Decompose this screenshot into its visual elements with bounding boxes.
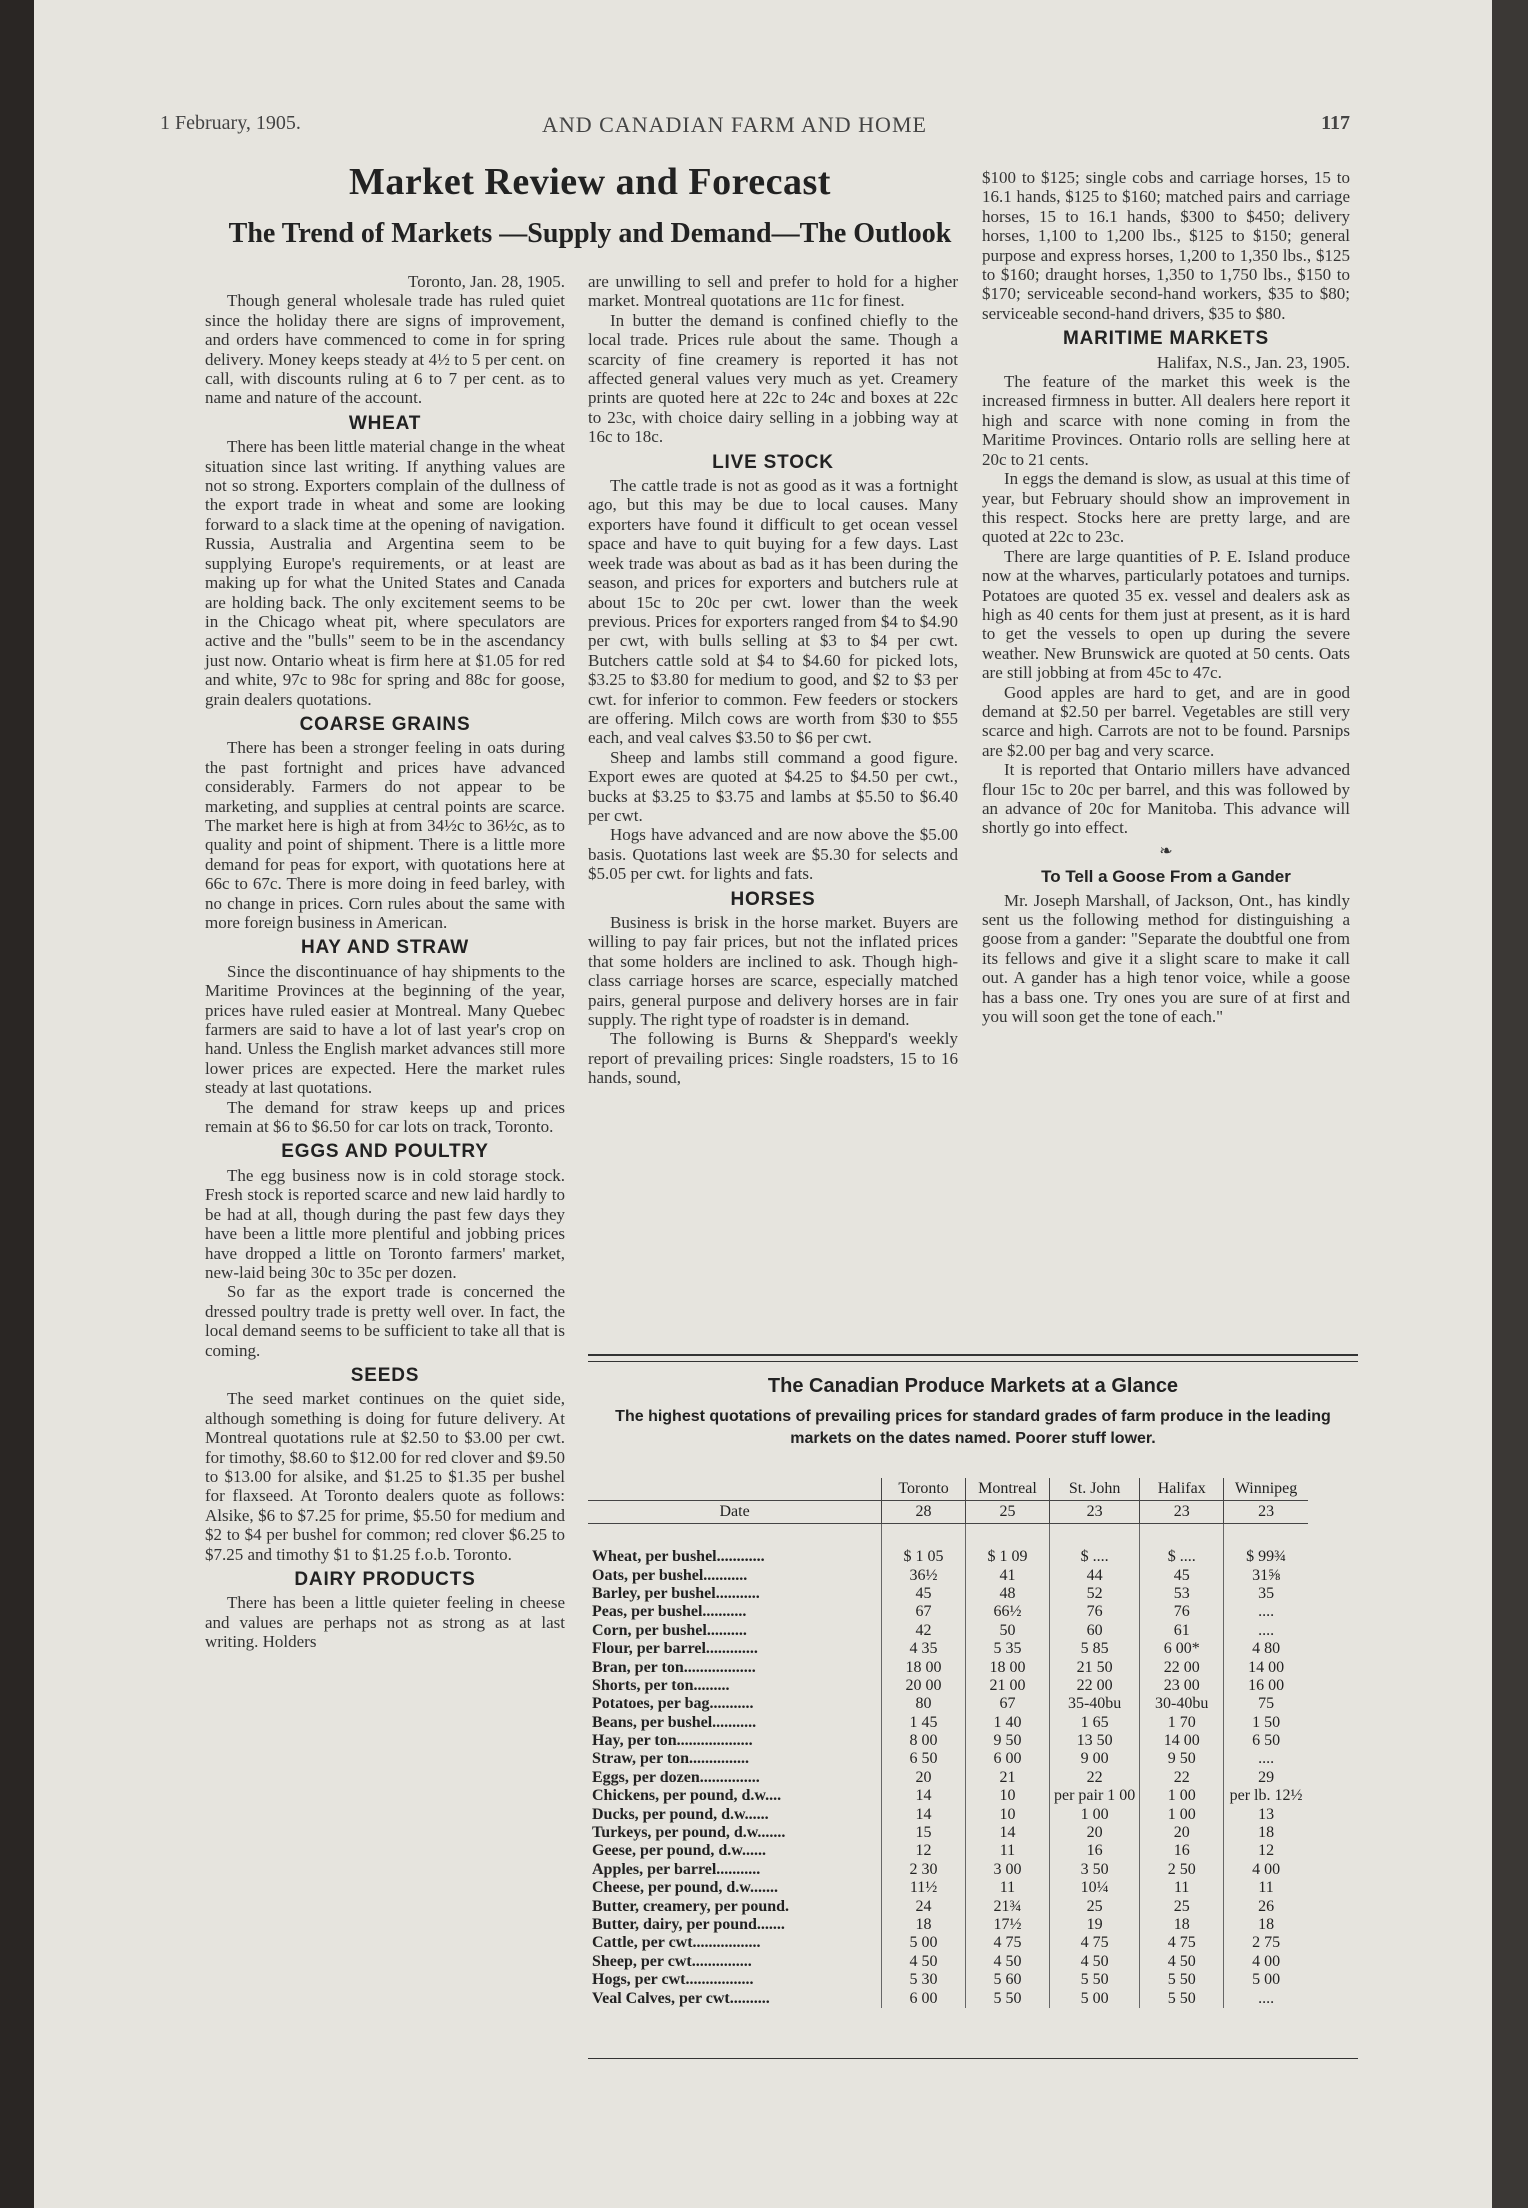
row-value: 4 00	[1224, 1861, 1308, 1879]
row-item: Butter, creamery, per pound.	[592, 1897, 790, 1915]
row-value: 29	[1224, 1769, 1308, 1787]
table-row	[588, 1769, 1308, 1787]
row-value: 16	[1140, 1842, 1224, 1860]
row-value: 80	[882, 1695, 966, 1713]
table-top-rule	[588, 1354, 1358, 1362]
table-row	[588, 1879, 1308, 1897]
row-value: 23 00	[1140, 1677, 1224, 1695]
row-value: 11	[1224, 1879, 1308, 1897]
row-value: 42	[882, 1622, 966, 1640]
header-st-john: St. John	[1049, 1478, 1139, 1501]
row-value: 16 00	[1224, 1677, 1308, 1695]
binding-edge	[1492, 0, 1528, 2208]
paragraph-dairy: There has been a little quieter feeling in cheese and values are perhaps not as strong as at last writing. Holders	[205, 1593, 565, 1652]
row-value: 4 50	[882, 1953, 966, 1971]
paragraph-maritime-apples: Good apples are hard to get, and are in good demand at $2.50 per barrel. Vegetables are still very scarce and high. Carrots are not to be found. Parsnips are $2.00 per bag and very scarce.	[982, 682, 1350, 760]
row-value: 41	[965, 1566, 1049, 1584]
date-st-john: 23	[1049, 1501, 1139, 1524]
table-row	[588, 1658, 1308, 1676]
row-value: 18	[1224, 1916, 1308, 1934]
row-value: 45	[882, 1585, 966, 1603]
table-row	[588, 1953, 1308, 1971]
paragraph-horses-continued: $100 to $125; single cobs and carriage horses, 15 to 16.1 hands, $125 to $160; matched pairs and carriage horses, 15 to 16.1 hands, $300 to $450; delivery horses, 1,100 to 1,200 lbs., $125 to $150; general purpose and express horses, 1,200 to 1,350 lbs., $125 to $160; draught horses, 1,350 to 1,750 lbs., $150 to $170; serviceable second-hand workers, $35 to $80; serviceable second-hand drivers, $35 to $80.	[982, 168, 1350, 323]
running-head	[160, 112, 1350, 142]
row-item: Cattle, per cwt.................	[592, 1934, 761, 1952]
table-row	[588, 1934, 1308, 1952]
paragraph-goose-gander: Mr. Joseph Marshall, of Jackson, Ont., has kindly sent us the following method for distinguishing a goose from a gander: "Separate the doubtful one from its fellows and give it a slight scare to make it call out. A gander has a high tenor voice, while a goose has a bass one. Try ones you are sure of at first and you will soon get the tone of each."	[982, 890, 1350, 1027]
row-value: 52	[1049, 1585, 1139, 1603]
paragraph-hogs: Hogs have advanced and are now above the $5.00 basis. Quotations last week are $5.30 for selects and $5.05 per cwt. for lights and fats.	[588, 825, 958, 884]
article-title: Market Review and Forecast	[349, 161, 831, 203]
table-row	[588, 1787, 1308, 1805]
row-value: 3 50	[1049, 1861, 1139, 1879]
paragraph-cattle: The cattle trade is not as good as it was a fortnight ago, but this may be due to local causes. Many exporters have found it difficult to get ocean vessel space and have to quit buying for a few days. Last week trade was about as bad as it has been during the season, and prices for exporters and butchers rule at about 15c to 20c per cwt. lower than the week previous. Prices for exporters ranged from $4 to $4.90 per cwt, with bulls selling at $3 to $4 per cwt. Butchers cattle sold at $4 to $4.60 for picked lots, $3.25 to $3.80 for medium to good, and $2 to $3 per cwt. for inferior to common. Few feeders or stockers are offering. Milch cows are worth from $30 to $55 each, and veal calves $3.50 to $6 per cwt.	[588, 476, 958, 748]
date-halifax: 23	[1140, 1501, 1224, 1524]
glance-title: The Canadian Produce Markets at a Glance	[767, 1375, 1179, 1397]
row-value: 4 75	[965, 1934, 1049, 1952]
row-value: 50	[965, 1622, 1049, 1640]
row-value: $ ....	[1049, 1548, 1139, 1566]
row-value: 21¾	[965, 1897, 1049, 1915]
ornament-icon: ❧	[1159, 842, 1173, 860]
row-value: 53	[1140, 1585, 1224, 1603]
row-value: 22	[1049, 1769, 1139, 1787]
row-value: 18 00	[882, 1658, 966, 1676]
table-row	[588, 1603, 1308, 1621]
dateline-halifax: Halifax, N.S., Jan. 23, 1905.	[1156, 352, 1350, 372]
row-value: $ 1 05	[882, 1548, 966, 1566]
magazine-name: AND CANADIAN FARM AND HOME	[542, 112, 927, 137]
row-value: 76	[1140, 1603, 1224, 1621]
row-item: Sheep, per cwt...............	[592, 1952, 752, 1970]
row-value: 4 50	[1140, 1953, 1224, 1971]
header-blank	[588, 1478, 882, 1501]
column-1	[205, 272, 565, 1652]
row-value: 67	[882, 1603, 966, 1621]
row-value: 76	[1049, 1603, 1139, 1621]
issue-date: 1 February, 1905.	[160, 112, 301, 134]
row-value: 18 00	[965, 1658, 1049, 1676]
heading-live-stock: LIVE STOCK	[712, 451, 834, 473]
row-value: 4 00	[1224, 1953, 1308, 1971]
row-item: Barley, per bushel...........	[592, 1584, 760, 1602]
produce-markets-table	[588, 1478, 1308, 2008]
paragraph-intro: Though general wholesale trade has ruled quiet since the holiday there are signs of improvement, and orders have commenced to come in for spring delivery. Money keeps steady at 4½ to 5 per cent. on call, with discounts ruling at 6 to 7 per cent. as to name and nature of the account.	[205, 291, 565, 408]
paragraph-poultry: So far as the export trade is concerned the dressed poultry trade is pretty well over. In fact, the local demand seems to be sufficient to take all that is coming.	[205, 1282, 565, 1360]
paragraph-maritime-produce: There are large quantities of P. E. Island produce now at the wharves, particularly potatoes and turnips. Potatoes are quoted 35 ex. vessel and dealers ask as high as 40 cents for them just at present, as it is hard to get the vessels to open up during the severe weather. New Brunswick are quoted at 50 cents. Oats are still jobbing at from 45c to 47c.	[982, 546, 1350, 683]
dateline-toronto: Toronto, Jan. 28, 1905.	[408, 272, 565, 291]
row-value: 10¼	[1049, 1879, 1139, 1897]
row-value: 5 00	[1224, 1971, 1308, 1989]
row-value: 21	[965, 1769, 1049, 1787]
table-header-markets	[588, 1478, 1308, 1501]
paragraph-maritime-eggs: In eggs the demand is slow, as usual at this time of year, but February should show an improvement in this respect. Stocks here are pretty large, and are quoted at 22c to 23c.	[982, 469, 1350, 547]
row-value: $ ....	[1140, 1548, 1224, 1566]
row-value: 5 50	[965, 1989, 1049, 2007]
row-value: 14 00	[1224, 1658, 1308, 1676]
row-value: 24	[882, 1897, 966, 1915]
row-value: 66½	[965, 1603, 1049, 1621]
row-value: 4 50	[1049, 1953, 1139, 1971]
row-value: 11½	[882, 1879, 966, 1897]
row-value: ....	[1224, 1750, 1308, 1768]
row-value: 35	[1224, 1585, 1308, 1603]
row-value: 20 00	[882, 1677, 966, 1695]
row-value: 1 00	[1140, 1787, 1224, 1805]
row-value: 11	[1140, 1879, 1224, 1897]
row-value: 1 00	[1140, 1805, 1224, 1823]
date-winnipeg: 23	[1224, 1501, 1308, 1524]
header-winnipeg: Winnipeg	[1224, 1478, 1308, 1501]
row-value: 44	[1049, 1566, 1139, 1584]
row-value: 10	[965, 1805, 1049, 1823]
row-value: 1 00	[1049, 1805, 1139, 1823]
row-value: 22 00	[1049, 1677, 1139, 1695]
row-value: 5 30	[882, 1971, 966, 1989]
row-value: 10	[965, 1787, 1049, 1805]
row-value: 18	[1140, 1916, 1224, 1934]
row-value: 14	[882, 1787, 966, 1805]
heading-eggs-and-poultry: EGGS AND POULTRY	[281, 1141, 489, 1163]
row-item: Butter, dairy, per pound.......	[592, 1916, 785, 1933]
row-value: 5 85	[1049, 1640, 1139, 1658]
row-item: Turkeys, per pound, d.w.......	[592, 1824, 786, 1842]
heading-seeds: SEEDS	[350, 1364, 420, 1386]
row-value: 14	[965, 1824, 1049, 1842]
row-value: 31⅝	[1224, 1566, 1308, 1584]
row-value: 11	[965, 1842, 1049, 1860]
row-value: 5 35	[965, 1640, 1049, 1658]
row-value: 5 50	[1140, 1971, 1224, 1989]
row-value: 75	[1224, 1695, 1308, 1713]
table-row	[588, 1585, 1308, 1603]
table-body	[588, 1524, 1308, 2008]
paragraph-butter: In butter the demand is confined chiefly to the local trade. Prices rule about the same. Though a scarcity of fine creamery is reported it has not affected general values very much as yet. Creamery prints are quoted here at 22c to 24c and boxes at 22c to 23c, with choice dairy selling in a jobbing way at 16c to 18c.	[588, 310, 958, 447]
row-value: 6 50	[882, 1750, 966, 1768]
row-item: Bran, per ton..................	[592, 1658, 756, 1676]
row-value: 14 00	[1140, 1732, 1224, 1750]
row-value: $ 1 09	[965, 1548, 1049, 1566]
row-value: 12	[1224, 1842, 1308, 1860]
row-value: 25	[1140, 1897, 1224, 1915]
row-value: 36½	[882, 1566, 966, 1584]
row-value: 5 00	[1049, 1989, 1139, 2007]
row-value: 21 00	[965, 1677, 1049, 1695]
paragraph-dairy-continued: are unwilling to sell and prefer to hold for a higher market. Montreal quotations are 11c for finest.	[588, 272, 958, 311]
row-item: Wheat, per bushel............	[592, 1548, 765, 1566]
row-value: ....	[1224, 1989, 1308, 2007]
header-halifax: Halifax	[1140, 1478, 1224, 1501]
table-row	[588, 1750, 1308, 1768]
row-value: 5 50	[1049, 1971, 1139, 1989]
article-subtitle: The Trend of Markets —Supply and Demand—The Outlook	[228, 218, 952, 249]
row-value: 4 50	[965, 1953, 1049, 1971]
header-date: Date	[588, 1501, 882, 1524]
table-row	[588, 1897, 1308, 1915]
table-row	[588, 1861, 1308, 1879]
table-row	[588, 1824, 1308, 1842]
row-value: 15	[882, 1824, 966, 1842]
row-item: Flour, per barrel.............	[592, 1640, 758, 1658]
heading-hay-and-straw: HAY AND STRAW	[300, 937, 470, 959]
row-value: 18	[882, 1916, 966, 1934]
row-item: Potatoes, per bag...........	[592, 1695, 754, 1713]
paragraph-seeds: The seed market continues on the quiet side, although something is doing for future delivery. At Montreal quotations rule at $2.50 to $3.00 per cwt. for timothy, $8.60 to $12.00 for red clover and $9.50 to $13.00 for alsike, and $1.25 to $1.35 per bushel for flaxseed. At Toronto dealers quote as follows: Alsike, $6 to $7.25 for prime, $5.50 for medium and $2 to $4 per bushel for common; red clover $6.25 to $7.25 and timothy $1 to $1.25 f.o.b. Toronto.	[205, 1389, 565, 1564]
row-item: Hogs, per cwt.................	[592, 1971, 754, 1989]
paragraph-eggs: The egg business now is in cold storage stock. Fresh stock is reported scarce and new laid hardly to be had at all, though during the past few days they have been a little more plentiful and jobbing prices have dropped a little on Toronto farmers' market, new-laid being 30c to 35c per dozen.	[205, 1165, 565, 1282]
row-value: 13	[1224, 1805, 1308, 1823]
row-value: 16	[1049, 1842, 1139, 1860]
paragraph-maritime-flour: It is reported that Ontario millers have advanced flour 15c to 20c per barrel, and this was followed by an advance of 20c for Manitoba. This advance will shortly go into effect.	[982, 760, 1350, 838]
row-value: 25	[1049, 1897, 1139, 1915]
row-value: per pair 1 00	[1049, 1787, 1139, 1805]
paragraph-horses: Business is brisk in the horse market. Buyers are willing to pay fair prices, but not the inflated prices that some holders are inclined to ask. Though high-class carriage horses are scarce, especially matched pairs, general purpose and delivery horses are in fair supply. The right type of roadster is in demand.	[588, 913, 958, 1030]
row-item: Beans, per bushel...........	[592, 1713, 757, 1731]
row-value: 6 00*	[1140, 1640, 1224, 1658]
row-value: 9 50	[965, 1732, 1049, 1750]
table-row	[588, 1640, 1308, 1658]
table-spacer	[588, 1524, 1308, 1549]
row-value: ....	[1224, 1622, 1308, 1640]
row-value: 48	[965, 1585, 1049, 1603]
row-value: 4 75	[1140, 1934, 1224, 1952]
row-value: 13 50	[1049, 1732, 1139, 1750]
row-value: 5 50	[1140, 1989, 1224, 2007]
paragraph-maritime-butter: The feature of the market this week is the increased firmness in butter. All dealers here report it high and scarce with none coming in from the Maritime Provinces. Ontario rolls are selling here at 20c to 21 cents.	[982, 372, 1350, 469]
row-value: 8 00	[882, 1732, 966, 1750]
row-item: Geese, per pound, d.w......	[592, 1842, 766, 1860]
row-item: Chickens, per pound, d.w....	[592, 1787, 782, 1805]
heading-goose-gander: To Tell a Goose From a Gander	[1041, 867, 1291, 887]
table-row	[588, 1714, 1308, 1732]
glance-caption: The highest quotations of prevailing prices for standard grades of farm produce in the leading markets on the dates named. Poorer stuff lower.	[615, 1408, 1331, 1447]
table-row	[588, 1548, 1308, 1566]
row-value: 67	[965, 1695, 1049, 1713]
column-2	[588, 272, 958, 1088]
row-value: 2 75	[1224, 1934, 1308, 1952]
heading-coarse-grains: COARSE GRAINS	[299, 713, 471, 735]
page-number: 117	[1321, 112, 1350, 134]
row-value: per lb. 12½	[1224, 1787, 1308, 1805]
row-item: Oats, per bushel...........	[592, 1566, 748, 1584]
row-item: Veal Calves, per cwt..........	[592, 1989, 770, 2007]
table-header-dates	[588, 1501, 1308, 1524]
row-value: 22	[1140, 1769, 1224, 1787]
row-item: Cheese, per pound, d.w.......	[592, 1879, 778, 1897]
heading-wheat: WHEAT	[348, 412, 422, 434]
row-value: 6 00	[882, 1989, 966, 2007]
paragraph-wheat: There has been little material change in the wheat situation since last writing. If anything values are not so strong. Exporters complain of the dullness of the export trade in wheat and some are looking forward to a slack time at the opening of navigation. Russia, Australia and Argentina seem to be supplying Europe's requirements, or at least are making up for what the United States and Canada are holding back. The only excitement seems to be in the Chicago wheat pit, where speculators are active and the "bulls" seem to be in the ascendancy just now. Ontario wheat is firm here at $1.05 for red and white, 97c to 98c for spring and 88c for goose, grain dealers quotations.	[205, 437, 565, 709]
paragraph-straw: The demand for straw keeps up and prices remain at $6 to $6.50 for car lots on track, Toronto.	[205, 1097, 565, 1137]
table-row	[588, 1732, 1308, 1750]
header-montreal: Montreal	[965, 1478, 1049, 1501]
row-value: 30-40bu	[1140, 1695, 1224, 1713]
heading-maritime-markets: MARITIME MARKETS	[1063, 328, 1269, 350]
row-item: Apples, per barrel...........	[592, 1860, 761, 1878]
paragraph-burns-report: The following is Burns & Sheppard's weekly report of prevailing prices: Single roadsters, 15 to 16 hands, sound,	[588, 1029, 958, 1088]
row-value: 11	[965, 1879, 1049, 1897]
row-value: 20	[1140, 1824, 1224, 1842]
row-value: 5 60	[965, 1971, 1049, 1989]
row-value: 2 30	[882, 1861, 966, 1879]
row-value: 20	[882, 1769, 966, 1787]
row-value: 14	[882, 1805, 966, 1823]
row-value: 12	[882, 1842, 966, 1860]
table-row	[588, 1677, 1308, 1695]
row-value: 6 00	[965, 1750, 1049, 1768]
table-row	[588, 1916, 1308, 1934]
row-value: 22 00	[1140, 1658, 1224, 1676]
date-montreal: 25	[965, 1501, 1049, 1524]
row-value: 3 00	[965, 1861, 1049, 1879]
column-3	[982, 168, 1350, 1026]
row-value: 17½	[965, 1916, 1049, 1934]
table-row	[588, 1971, 1308, 1989]
row-value: 9 50	[1140, 1750, 1224, 1768]
row-value: 4 35	[882, 1640, 966, 1658]
row-item: Eggs, per dozen...............	[592, 1768, 760, 1786]
row-item: Corn, per bushel..........	[592, 1621, 747, 1639]
row-item: Straw, per ton...............	[592, 1750, 750, 1768]
table-row	[588, 1805, 1308, 1823]
row-item: Hay, per ton...................	[592, 1732, 753, 1750]
row-value: ....	[1224, 1603, 1308, 1621]
row-value: 4 80	[1224, 1640, 1308, 1658]
date-toronto: 28	[882, 1501, 966, 1524]
table-row	[588, 1622, 1308, 1640]
row-value: 1 45	[882, 1714, 966, 1732]
row-value: 20	[1049, 1824, 1139, 1842]
header-toronto: Toronto	[882, 1478, 966, 1501]
row-item: Peas, per bushel...........	[592, 1603, 747, 1621]
row-value: 60	[1049, 1622, 1139, 1640]
heading-horses: HORSES	[730, 888, 816, 910]
row-value: 26	[1224, 1897, 1308, 1915]
row-value: 18	[1224, 1824, 1308, 1842]
paragraph-coarse-grains: There has been a stronger feeling in oats during the past fortnight and prices have advanced considerably. Farmers do not appear to be marketing, and supplies at central points are scarce. The market here is high at from 34½c to 36½c, as to quality and point of shipment. There is a little more demand for peas for export, with quotations here at 66c to 67c. There is more doing in feed barley, with no change in prices. Corn rules about the same with more foreign business in American.	[205, 738, 565, 932]
row-value: 21 50	[1049, 1658, 1139, 1676]
paragraph-sheep: Sheep and lambs still command a good figure. Export ewes are quoted at $4.25 to $4.50 per cwt., bucks at $3.25 to $3.75 and lambs at $5.50 to $6.40 per cwt.	[588, 747, 958, 825]
row-value: 19	[1049, 1916, 1139, 1934]
row-value: 5 00	[882, 1934, 966, 1952]
row-value: 1 40	[965, 1714, 1049, 1732]
row-value: 9 00	[1049, 1750, 1139, 1768]
row-value: 1 50	[1224, 1714, 1308, 1732]
paragraph-hay: Since the discontinuance of hay shipments to the Maritime Provinces at the beginning of the year, prices have ruled easier at Montreal. Many Quebec farmers are said to have a lot of last year's crop on hand. Unless the English market advances still more lower prices are expected. Here the market rules steady at last quotations.	[205, 961, 565, 1098]
row-value: $ 99¾	[1224, 1548, 1308, 1566]
row-value: 2 50	[1140, 1861, 1224, 1879]
row-value: 35-40bu	[1049, 1695, 1139, 1713]
table-row	[588, 1695, 1308, 1713]
row-value: 61	[1140, 1622, 1224, 1640]
table-row	[588, 1566, 1308, 1584]
row-value: 1 65	[1049, 1714, 1139, 1732]
heading-dairy-products: DAIRY PRODUCTS	[294, 1569, 476, 1590]
table-row	[588, 1842, 1308, 1860]
row-value: 1 70	[1140, 1714, 1224, 1732]
row-value: 4 75	[1049, 1934, 1139, 1952]
row-value: 6 50	[1224, 1732, 1308, 1750]
table-bottom-rule	[588, 2058, 1358, 2059]
table-row	[588, 1989, 1308, 2007]
row-item: Ducks, per pound, d.w......	[592, 1805, 769, 1823]
row-value: 45	[1140, 1566, 1224, 1584]
row-item: Shorts, per ton.........	[592, 1676, 730, 1694]
